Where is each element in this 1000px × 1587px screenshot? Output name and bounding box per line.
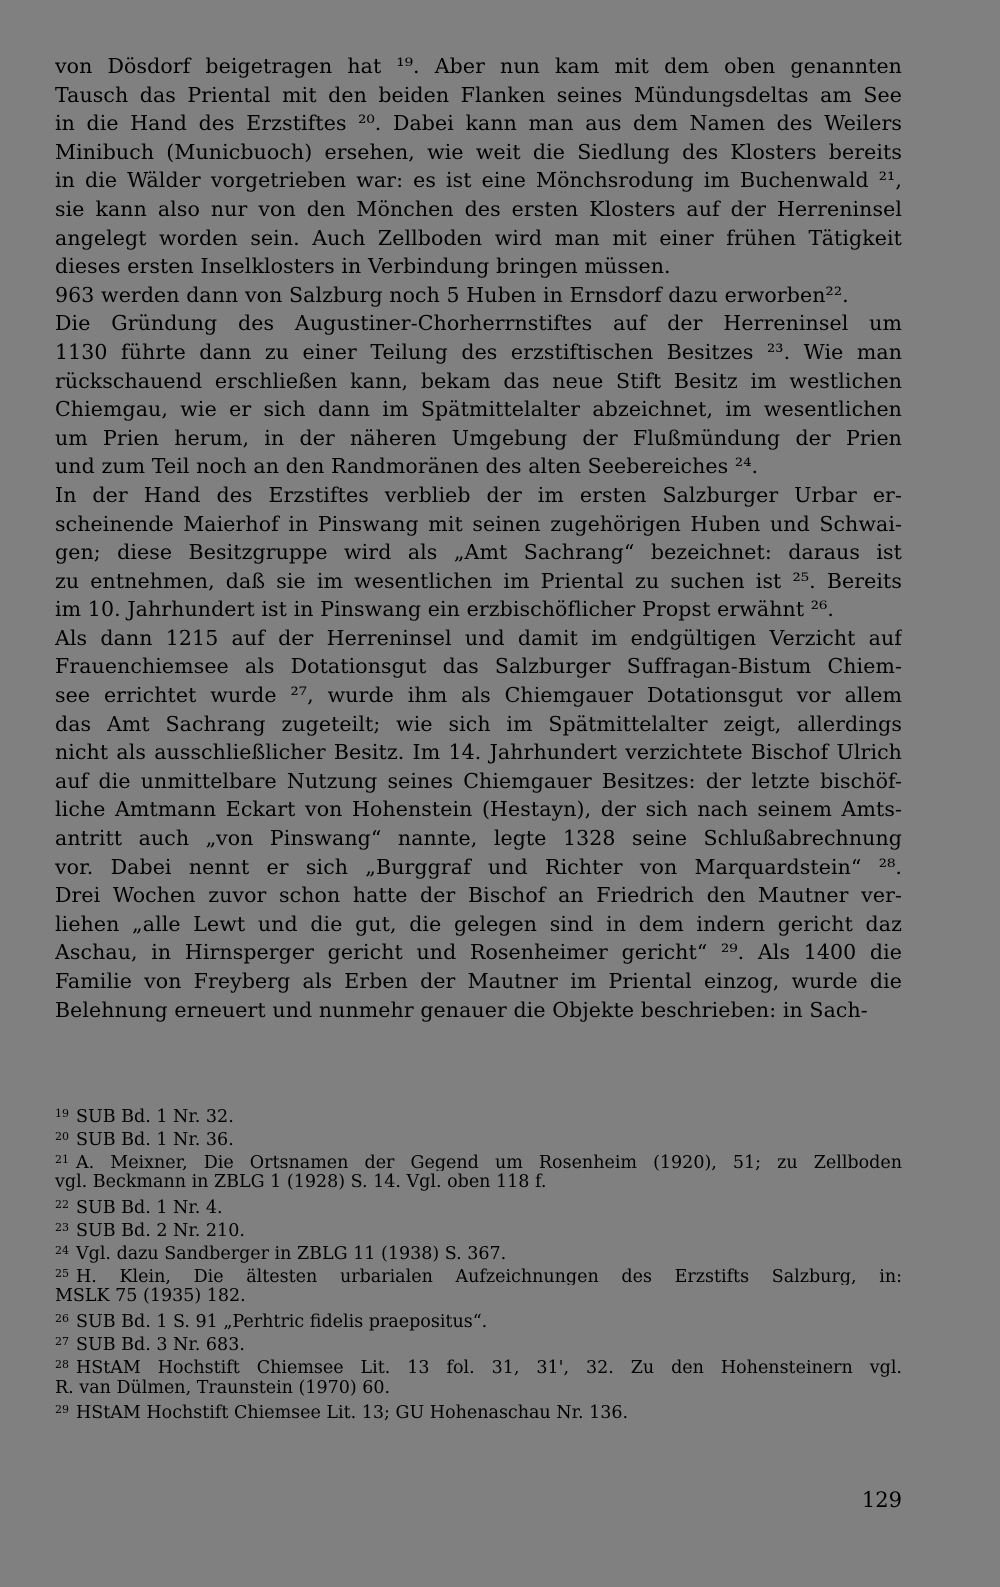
body-line: nicht als ausschließlicher Besitz. Im 14. Jahrhundert verzichtete Bischof Ulrich: [55, 740, 902, 765]
footnote-text: SUB Bd. 3 Nr. 683.: [76, 1334, 245, 1354]
body-line: see errichtet wurde ²⁷, wurde ihm als Chiemgauer Dotationsgut vor allem: [55, 683, 902, 708]
footnote-number: 27: [55, 1334, 69, 1348]
footnote-number: 26: [55, 1312, 69, 1326]
body-line: Aschau, in Hirnsperger gericht und Rosenheimer gericht“ ²⁹. Als 1400 die: [55, 940, 902, 965]
footnote-line: [55, 1240, 902, 1263]
footnote-text: MSLK 75 (1935) 182.: [55, 1286, 246, 1307]
body-line: um Prien herum, in der näheren Umgebung der Flußmündung der Prien: [55, 425, 902, 450]
body-line: Tausch das Priental mit den beiden Flanken seines Mündungsdeltas am See: [55, 82, 902, 107]
footnote-number: 19: [55, 1107, 69, 1120]
body-line: gen; diese Besitzgruppe wird als „Amt Sachrang“ bezeichnet: daraus ist: [55, 540, 902, 565]
footnote-line: [55, 1399, 902, 1422]
body-line: liche Amtmann Eckart von Hohenstein (Hestayn), der sich nach seinem Amts-: [55, 797, 902, 822]
body-line: Frauenchiemsee als Dotationsgut das Salzburger Suffragan-Bistum Chiem-: [55, 654, 902, 679]
body-line: antritt auch „von Pinswang“ nannte, legte 1328 seine Schlußabrechnung: [55, 826, 902, 851]
body-line: in die Hand des Erzstiftes ²⁰. Dabei kann man aus dem Namen des Weilers: [55, 111, 902, 136]
footnote-line: [55, 1331, 902, 1354]
footnote-number: 20: [55, 1129, 69, 1143]
footnote-text: SUB Bd. 1 Nr. 32.: [76, 1107, 234, 1126]
footnote-line: [55, 1354, 902, 1377]
body-line: liehen „alle Lewt und die gut, die gelegen sind in dem indern gericht daz: [55, 911, 902, 936]
body-line: angelegt worden sein. Auch Zellboden wird man mit einer frühen Tätigkeit: [55, 225, 902, 250]
body-line: rückschauend erschließen kann, bekam das neue Stift Besitz im westlichen: [55, 368, 902, 393]
body-line: Als dann 1215 auf der Herreninsel und damit im endgültigen Verzicht auf: [55, 625, 902, 650]
body-line: dieses ersten Inselklosters in Verbindung bringen müssen.: [55, 254, 671, 279]
footnote-text: HStAM Hochstift Chiemsee Lit. 13 fol. 31, 31', 32. Zu den Hohensteinern vgl.: [76, 1357, 902, 1377]
body-line: Die Gründung des Augustiner-Chorherrnstiftes auf der Herreninsel um: [55, 311, 902, 336]
body-line: das Amt Sachrang zugeteilt; wie sich im Spätmittelalter zeigt, allerdings: [55, 711, 902, 736]
footnote-text: H. Klein, Die ältesten urbarialen Aufzeichnungen des Erzstifts Salzburg, in:: [76, 1266, 902, 1286]
body-line: scheinende Maierhof in Pinswang mit seinen zugehörigen Huben und Schwai-: [55, 511, 902, 536]
footnote-line: [55, 1308, 902, 1331]
footnote-text: SUB Bd. 1 S. 91 „Perhtric fidelis praepositus“.: [76, 1312, 488, 1331]
body-line: Familie von Freyberg als Erben der Mautner im Priental einzog, wurde die: [55, 969, 902, 993]
footnote-number: 28: [55, 1357, 69, 1371]
footnote-number: 22: [55, 1198, 69, 1212]
page-number: 129: [861, 1488, 902, 1512]
footnote-number: 25: [55, 1266, 69, 1280]
footnote-line: [55, 1194, 902, 1217]
body-line: in die Wälder vorgetrieben war: es ist eine Mönchsrodung im Buchenwald ²¹,: [55, 168, 902, 193]
footnote-number: 29: [55, 1403, 69, 1417]
footnote-number: 21: [55, 1152, 69, 1166]
footnote-text: SUB Bd. 1 Nr. 4.: [76, 1198, 223, 1217]
footnote-text: R. van Dülmen, Traunstein (1970) 60.: [55, 1377, 391, 1398]
footnote-line: [55, 1126, 902, 1149]
footnote-text: SUB Bd. 2 Nr. 210.: [76, 1220, 245, 1240]
body-line: In der Hand des Erzstiftes verblieb der im ersten Salzburger Urbar er-: [55, 482, 902, 507]
body-line: Minibuch (Municbuoch) ersehen, wie weit die Siedlung des Klosters bereits: [55, 139, 902, 164]
body-line: Chiemgau, wie er sich dann im Spätmittelalter abzeichnet, im wesentlichen: [55, 397, 902, 422]
body-line: vor. Dabei nennt er sich „Burggraf und Richter von Marquardstein“ ²⁸.: [55, 854, 902, 879]
body-line: zu entnehmen, daß sie im wesentlichen im Priental zu suchen ist ²⁵. Bereits: [55, 568, 902, 593]
footnote-line: [55, 1171, 902, 1194]
body-line: Belehnung erneuert und nunmehr genauer die Objekte beschrieben: in Sach-: [55, 997, 868, 1022]
footnote-line: [55, 1103, 902, 1126]
footnote-text: vgl. Beckmann in ZBLG 1 (1928) S. 14. Vgl. oben 118 f.: [55, 1172, 547, 1193]
footnote-line: [55, 1149, 902, 1172]
body-line: und zum Teil noch an den Randmoränen des alten Seebereiches ²⁴.: [55, 454, 759, 479]
body-line: sie kann also nur von den Mönchen des ersten Klosters auf der Herreninsel: [55, 196, 902, 221]
footnote-line: [55, 1217, 902, 1240]
footnote-number: 23: [55, 1220, 69, 1234]
footnote-text: A. Meixner, Die Ortsnamen der Gegend um Rosenheim (1920), 51; zu Zellboden: [76, 1152, 902, 1172]
footnote-line: [55, 1263, 902, 1286]
footnote-text: Vgl. dazu Sandberger in ZBLG 11 (1938) S. 367.: [76, 1243, 507, 1263]
body-line: 963 werden dann von Salzburg noch 5 Huben in Ernsdorf dazu erworben²².: [55, 282, 849, 307]
footnote-line: [55, 1377, 902, 1400]
body-text: [55, 52, 902, 1024]
body-line: 1130 führte dann zu einer Teilung des erzstiftischen Besitzes ²³. Wie man: [55, 339, 902, 364]
footnote-number: 24: [55, 1243, 69, 1257]
body-line: Drei Wochen zuvor schon hatte der Bischof an Friedrich den Mautner ver-: [55, 883, 902, 908]
body-line: auf die unmittelbare Nutzung seines Chiemgauer Besitzes: der letzte bischöf-: [55, 768, 902, 793]
body-line: im 10. Jahrhundert ist in Pinswang ein erzbischöflicher Propst erwähnt ²⁶.: [55, 597, 835, 622]
footnote-text: HStAM Hochstift Chiemsee Lit. 13; GU Hohenaschau Nr. 136.: [76, 1403, 629, 1423]
footnote-text: SUB Bd. 1 Nr. 36.: [76, 1129, 234, 1149]
body-line: von Dösdorf beigetragen hat ¹⁹. Aber nun kam mit dem oben genannten: [55, 54, 902, 78]
footnote-line: [55, 1285, 902, 1308]
footnotes: [55, 1103, 902, 1422]
